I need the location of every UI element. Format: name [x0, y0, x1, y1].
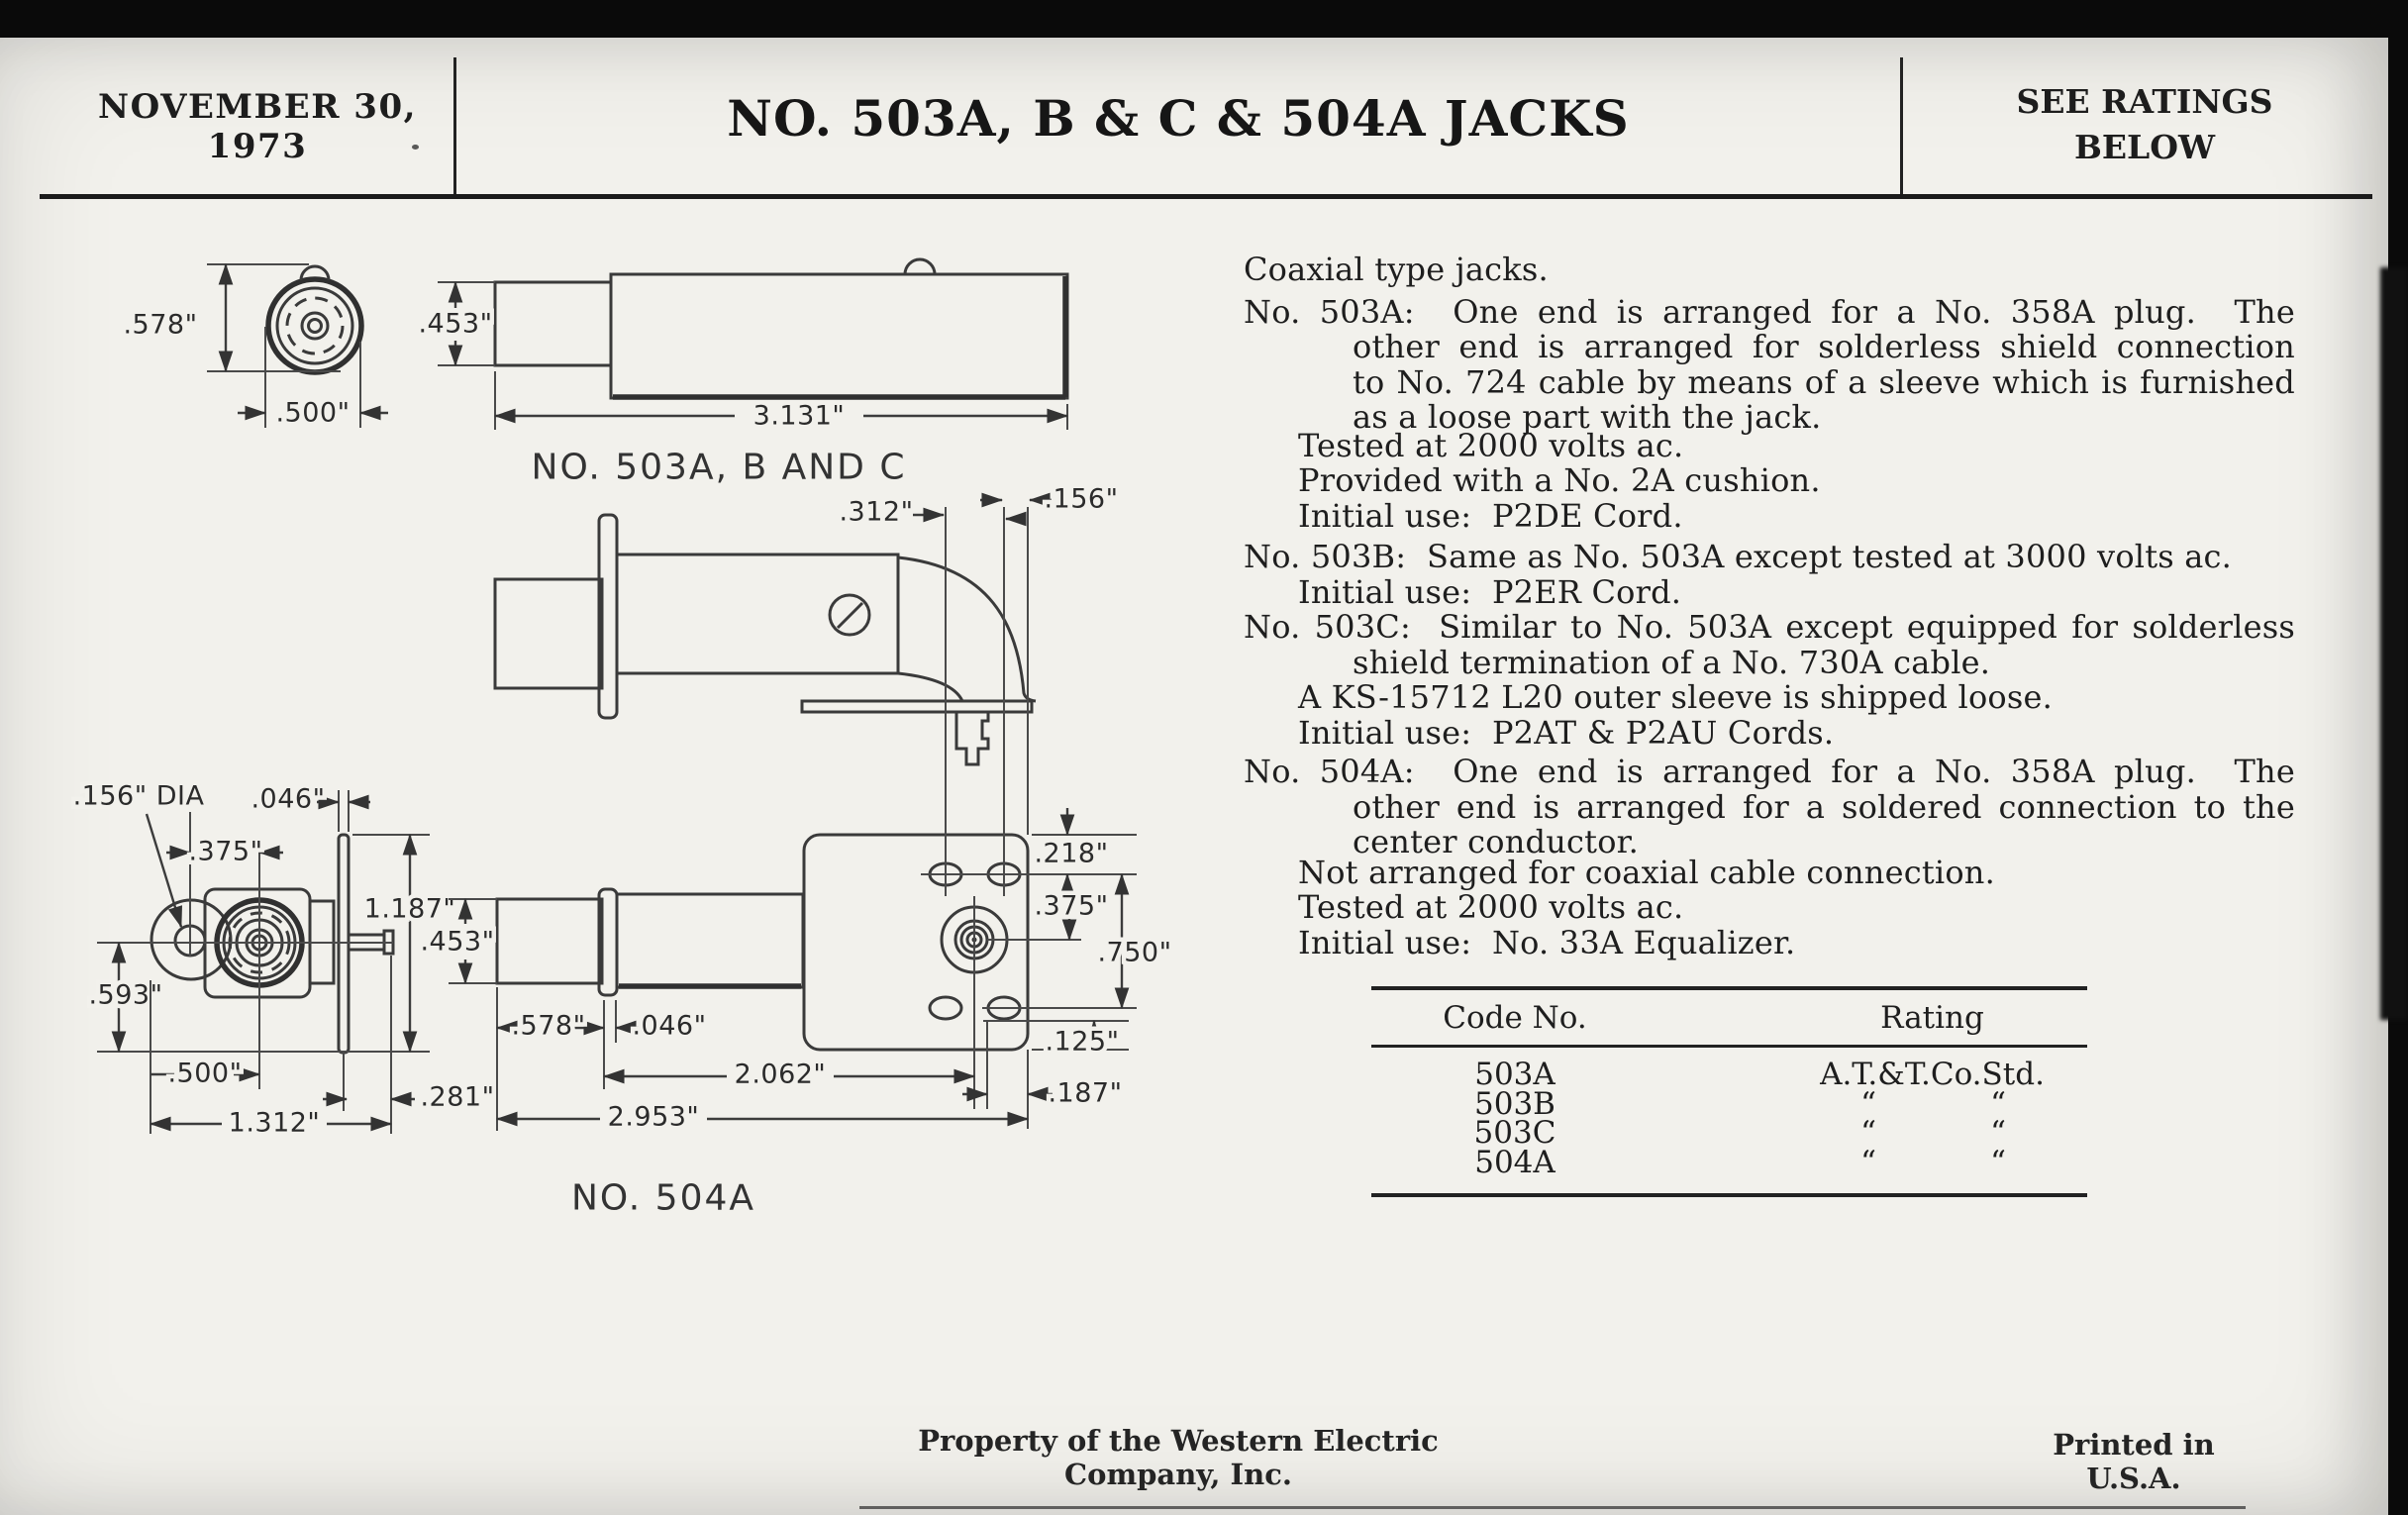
dim-504-flange-thk-side: .046"	[632, 1010, 707, 1042]
dim-504-overall-len: 2.953"	[607, 1101, 700, 1133]
drawing-504a-side-view	[420, 484, 1171, 1219]
description-line: shield termination of a No. 730A cable.	[1353, 643, 1991, 681]
dim-504-hole-span: .312"	[839, 496, 914, 528]
footer-printed-notice: Printed in U.S.A.	[2053, 1428, 2215, 1495]
description-line: Not arranged for coaxial cable connection.	[1298, 853, 1995, 891]
ditto-mark: “	[1990, 1115, 2006, 1151]
dim-504-pin-ext: .281"	[420, 1081, 495, 1113]
dim-504-edge-hspan: .187"	[1048, 1077, 1123, 1109]
drawing-504a-elbow-view	[495, 515, 1036, 764]
column-header-code: Code No.	[1443, 999, 1587, 1036]
drawing-503a-front-view	[123, 264, 388, 429]
description-line: Coaxial type jacks.	[1244, 251, 1549, 288]
ditto-mark: “	[1860, 1115, 1876, 1151]
description-line: Tested at 2000 volts ac.	[1298, 426, 1684, 464]
drawing-label-504: NO. 504A	[570, 1177, 756, 1219]
scan-bottom-line	[859, 1506, 2246, 1509]
scan-edge-shadow	[2380, 267, 2408, 1020]
ratings-table	[1371, 986, 2087, 1197]
description-line: No. 504A: One end is arranged for a No. 358A plug. The	[1244, 753, 2295, 790]
dim-504-center-offset: .500"	[167, 1058, 243, 1089]
description-line: center conductor.	[1353, 823, 1640, 860]
ratings-note-line1: SEE RATINGS	[2016, 82, 2273, 121]
page-title: NO. 503A, B & C & 504A JACKS	[727, 89, 1630, 148]
drawing-503a-side-view	[418, 259, 1067, 488]
description-line: A KS-15712 L20 outer sleeve is shipped loose.	[1298, 678, 2054, 716]
rating-cell: A.T.&T.Co.Std.	[1820, 1057, 2045, 1092]
dim-504-body-width: 1.312"	[228, 1107, 321, 1139]
dim-504-hole-dia: .156" DIA	[72, 780, 205, 812]
description-line: Provided with a No. 2A cushion.	[1298, 461, 1821, 499]
dim-503-side-length: 3.131"	[752, 400, 846, 432]
footer-property-notice: Property of the Western Electric Company, Inc.	[918, 1424, 1439, 1491]
description-line: Initial use: No. 33A Equalizer.	[1298, 923, 1796, 961]
description-line: No. 503A: One end is arranged for a No. 358A plug. The	[1244, 292, 2295, 331]
dim-503-front-width: .500"	[275, 397, 351, 429]
description-line: other end is arranged for solderless shield connection	[1353, 328, 2295, 365]
description-line: Initial use: P2AT & P2AU Cords.	[1298, 713, 1835, 752]
dim-504-flange-height: 1.187"	[363, 893, 456, 925]
ditto-mark: “	[1990, 1144, 2006, 1180]
column-header-rating: Rating	[1880, 999, 1984, 1036]
dim-504-flange-thk-front: .046"	[251, 783, 326, 815]
document-date: NOVEMBER 30, 1973	[98, 87, 417, 166]
dim-504-hole-vspan: .750"	[1097, 937, 1172, 968]
dim-503-side-height: .453"	[418, 308, 493, 340]
description-column	[1244, 252, 2295, 960]
dim-504-top-offset: .218"	[1034, 838, 1109, 869]
dim-504-len-to-center: 2.062"	[734, 1059, 827, 1090]
code-cell: 503A	[1474, 1057, 1555, 1092]
dim-503-front-height: .578"	[123, 309, 198, 341]
drawing-504a-front-view	[73, 781, 495, 1139]
description-line: as a loose part with the jack.	[1353, 398, 1822, 436]
ratings-note-line2: BELOW	[2073, 128, 2216, 166]
description-line: No. 503C: Similar to No. 503A except equipped for solderless	[1244, 608, 2295, 646]
description-line: Tested at 2000 volts ac.	[1298, 888, 1684, 926]
dim-504-shaft-len: .578"	[511, 1010, 586, 1042]
ratings-table-header	[1371, 990, 2087, 1048]
dim-504-mid-offset: .375"	[1034, 890, 1109, 922]
scan-speck	[412, 145, 419, 150]
ditto-mark: “	[1860, 1085, 1876, 1122]
description-line: Initial use: P2DE Cord.	[1298, 496, 1683, 535]
description-line: No. 503B: Same as No. 503A except tested at 3000 volts ac.	[1244, 538, 2233, 575]
dim-504-bot-offset: .125"	[1045, 1026, 1120, 1058]
code-cell: 503B	[1474, 1085, 1555, 1122]
table-row	[1371, 1144, 2087, 1180]
description-line: other end is arranged for a soldered connection to the	[1353, 787, 2295, 826]
code-cell: 503C	[1473, 1115, 1556, 1151]
code-cell: 504A	[1474, 1144, 1555, 1180]
dim-504-edge-offset: .156"	[1044, 483, 1119, 515]
description-line: to No. 724 cable by means of a sleeve which is furnished	[1353, 362, 2295, 401]
dim-504-body-half: .593"	[88, 979, 163, 1011]
ditto-mark: “	[1860, 1144, 1876, 1180]
rating-cell	[1658, 1144, 2087, 1180]
drawing-label-503: NO. 503A, B AND C	[531, 447, 907, 488]
dim-504-shaft-height: .453"	[420, 926, 495, 958]
ditto-mark: “	[1990, 1085, 2006, 1122]
dim-504-hole-offset: .375"	[188, 836, 263, 867]
description-line: Initial use: P2ER Cord.	[1298, 572, 1682, 611]
